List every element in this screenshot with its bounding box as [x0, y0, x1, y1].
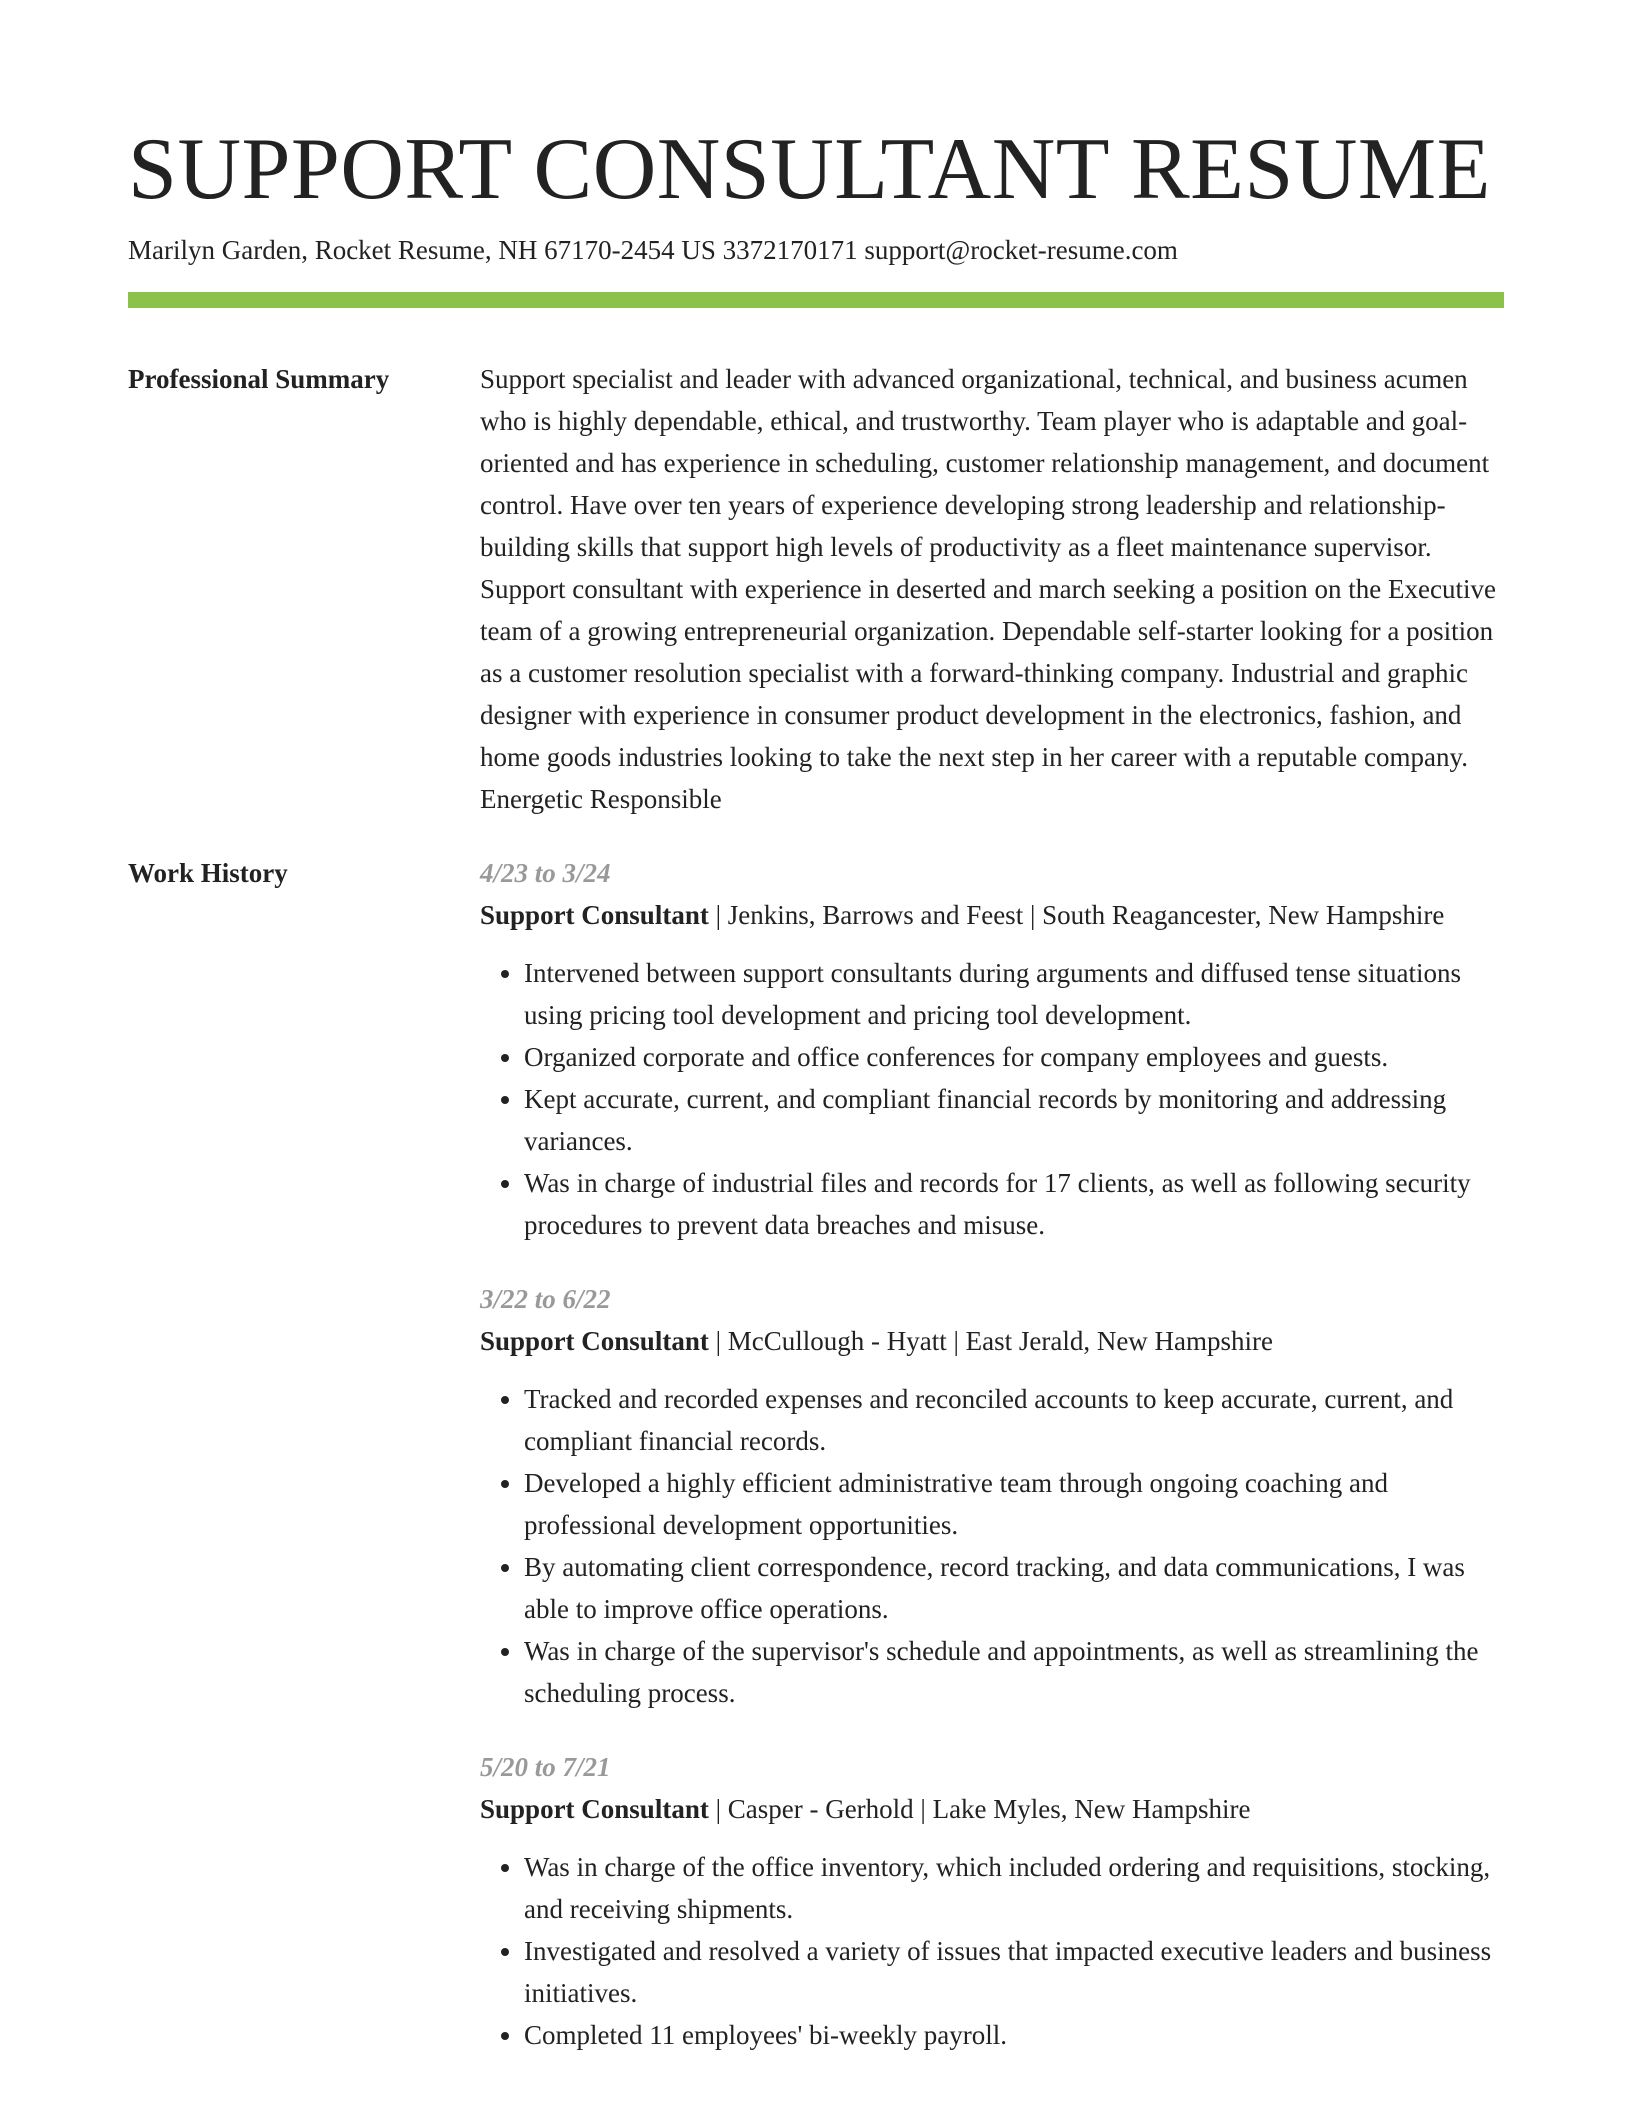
job-entry [480, 1278, 1504, 1714]
job-bullet: • Was in charge of the supervisor's schedule and appointments, as well as streamlining the scheduling process. [524, 1630, 1504, 1714]
job-title: Support Consultant [480, 1326, 709, 1356]
job-bullet: • Developed a highly efficient administrative team through ongoing coaching and professional development opportunities. [524, 1462, 1504, 1546]
job-dates: 3/22 to 6/22 [480, 1284, 611, 1314]
job-heading [480, 1320, 1504, 1362]
job-title: Support Consultant [480, 1794, 709, 1824]
job-details: | McCullough - Hyatt | East Jerald, New Hampshire [708, 1326, 1274, 1356]
resume-page [128, 0, 1504, 2088]
resume-title: SUPPORT CONSULTANT RESUME [128, 121, 1491, 218]
job-bullet-list [480, 1378, 1504, 1714]
job-heading [480, 1788, 1504, 1830]
accent-divider [128, 292, 1504, 308]
job-bullet: • Tracked and recorded expenses and reconciled accounts to keep accurate, current, and compliant financial records. [524, 1378, 1504, 1462]
job-details: | Jenkins, Barrows and Feest | South Reagancester, New Hampshire [708, 900, 1445, 930]
work-history-section [128, 852, 1504, 2088]
job-entry [480, 1746, 1504, 2056]
job-bullet: • Investigated and resolved a variety of issues that impacted executive leaders and business initiatives. [524, 1930, 1504, 2014]
job-entry [480, 852, 1504, 1246]
job-bullet: • Was in charge of the office inventory, which included ordering and requisitions, stocking, and receiving shipments. [524, 1846, 1504, 1930]
job-bullet: • By automating client correspondence, record tracking, and data communications, I was able to improve office operations. [524, 1546, 1504, 1630]
job-title: Support Consultant [480, 900, 709, 930]
job-details: | Casper - Gerhold | Lake Myles, New Hampshire [708, 1794, 1251, 1824]
professional-summary-section [128, 358, 1504, 820]
job-bullet-list [480, 1846, 1504, 2056]
work-history-body [480, 852, 1504, 2088]
section-label-summary: Professional Summary [128, 364, 390, 394]
job-dates: 5/20 to 7/21 [480, 1752, 611, 1782]
job-bullet: • Kept accurate, current, and compliant financial records by monitoring and addressing variances. [524, 1078, 1504, 1162]
job-bullet: • Completed 11 employees' bi-weekly payroll. [524, 2014, 1504, 2056]
section-label-work: Work History [128, 858, 288, 888]
job-dates: 4/23 to 3/24 [480, 858, 611, 888]
job-bullet-list [480, 952, 1504, 1246]
job-bullet: • Organized corporate and office conferences for company employees and guests. [524, 1036, 1504, 1078]
job-bullet: • Was in charge of industrial files and records for 17 clients, as well as following security procedures to prevent data breaches and misuse. [524, 1162, 1504, 1246]
summary-body [480, 358, 1504, 820]
job-bullet: • Intervened between support consultants during arguments and diffused tense situations using pricing tool development and pricing tool development. [524, 952, 1504, 1036]
summary-text: Support specialist and leader with advanced organizational, technical, and business acumen who is highly dependable, ethical, and trustworthy. Team player who is adaptable and goal-oriented and has experience in scheduling, customer relationship management, and document control. Have over ten years of experience developing strong leadership and relationship-building skills that support high levels of productivity as a fleet maintenance supervisor. Support consultant with experience in deserted and march seeking a position on the Executive team of a growing entrepreneurial organization. Dependable self-starter looking for a position as a customer resolution specialist with a forward-thinking company. Industrial and graphic designer with experience in consumer product development in the electronics, fashion, and home goods industries looking to take the next step in her career with a reputable company. Energetic Responsible [480, 364, 1496, 814]
contact-line: Marilyn Garden, Rocket Resume, NH 67170-2454 US 3372170171 support@rocket-resume.com [128, 235, 1178, 265]
job-heading [480, 894, 1504, 936]
